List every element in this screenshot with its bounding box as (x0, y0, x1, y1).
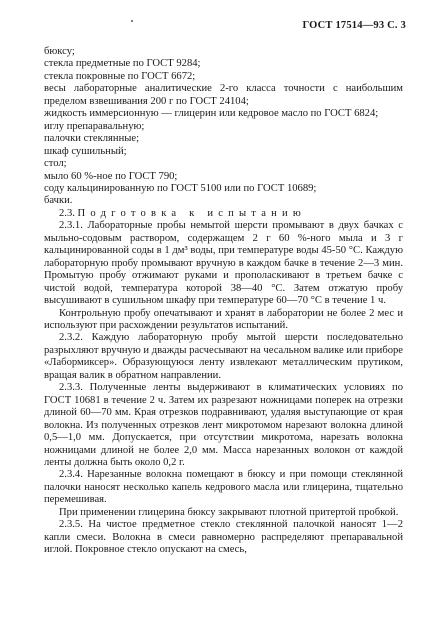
paragraph: При применении глицерина бюксу закрывают плотной притертой пробкой. (59, 506, 399, 518)
list-item: иглу препаравальную; (44, 120, 145, 132)
list-item: стекла покровные по ГОСТ 6672; (44, 70, 196, 82)
paragraph: 2.3.1. Лабораторные пробы немытой шерсти промывают в двух бачках с мыльно-содовым раствором, содержащем 2 г 60 %-ного мыла и 3 г кальцинированной соды в 1 дм³ воды, при температуре воды 45-50 °С. Каждую лабораторную пробу промывают вручную в каждом бачке в течение 2—3 мин. Промытую пробу отжимают руками и прополаскивают в третьем бачке с чистой водой, температура которой 38—40 °С. Затем отжатую пробу высушивают в сушильном шкафу при температуре 60—70 °С в течение 1 ч. (44, 220, 403, 307)
document-body (44, 46, 403, 557)
paragraph: 2.3.2. Каждую лабораторную пробу мытой шерсти последовательно разрыхляют вручную и дважды расчесывают на чесальном валике или приборе «Лабормиксер». Образующуюся ленту извлекают металлическим прутиком, вращая валик в обратном направлении. (44, 332, 404, 381)
section-title: Подготовка к испытанию (77, 207, 307, 219)
paragraph: Контрольную пробу опечатывают и хранят в лаборатории не более 2 мес и используют при расхождении результатов испытаний. (44, 307, 403, 331)
list-item: жидкость иммерсионную — глицерин или кедровое масло по ГОСТ 6824; (44, 108, 379, 120)
list-item: стекла предметные по ГОСТ 9284; (44, 58, 201, 70)
scan-speck (131, 20, 133, 22)
list-item: весы лабораторные аналитические 2-го класса точности с наибольшим пределом взвешивания 200 г по ГОСТ 24104; (44, 83, 403, 107)
section-number: 2.3. (59, 207, 75, 219)
paragraph: 2.3.4. Нарезанные волокна помещают в бюксу и при помощи стеклянной палочки наносят несколько капель кедрового масла или глицерина, тщательно перемешивая. (44, 469, 403, 506)
list-item: стол; (44, 158, 67, 170)
section-heading (44, 208, 403, 220)
page-header: ГОСТ 17514—93 С. 3 (302, 20, 406, 31)
list-item: мыло 60 %-ное по ГОСТ 790; (44, 170, 178, 182)
list-item: бюксу; (44, 46, 75, 57)
list-item: шкаф сушильный; (44, 145, 127, 157)
list-item: палочки стеклянные; (44, 133, 140, 145)
paragraph: 2.3.5. На чистое предметное стекло стеклянной палочкой наносят 1—2 капли смеси. Волокна в смеси равномерно распределяют препаравальной иглой. Покровное стекло опускают на смесь, (44, 519, 403, 556)
list-item: соду кальцинированную по ГОСТ 5100 или по ГОСТ 10689; (44, 182, 317, 194)
list-item: бачки. (44, 195, 73, 207)
paragraph: 2.3.3. Полученные ленты выдерживают в климатических условиях по ГОСТ 10681 в течение 2 ч. Затем их разрезают ножницами поперек на отрезки длиной 60—70 мм. Края отрезков подравнивают, удаляя выступающие от края волокна. Из полученных отрезков лент микротомом нарезают волокна длиной 0,5—1,0 мм. Допускается, при отсутствии микротома, нарезать волокна ножницами длиной не более 2,0 мм. Масса нарезанных волокон от каждой ленты должна быть около 0,2 г. (44, 382, 403, 468)
